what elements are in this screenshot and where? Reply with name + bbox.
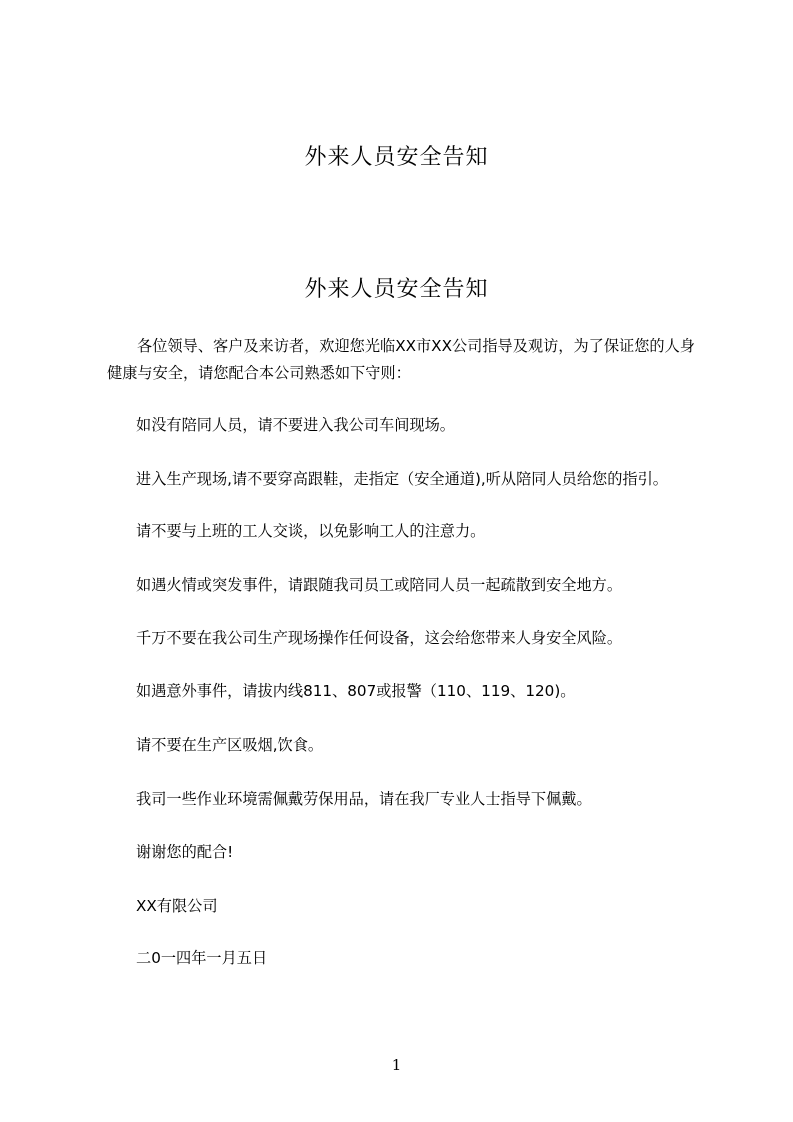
rule-item: 请不要与上班的工人交谈，以免影响工人的注意力。 (136, 522, 486, 540)
closing-text: 谢谢您的配合! (136, 843, 234, 861)
page-title: 外来人员安全告知 (304, 277, 489, 302)
cover-title: 外来人员安全告知 (304, 145, 489, 170)
company-name: XX有限公司 (136, 897, 218, 915)
rule-item: 如遇火情或突发事件，请跟随我司员工或陪同人员一起疏散到安全地方。 (136, 576, 622, 594)
rule-item: 请不要在生产区吸烟,饮食。 (136, 736, 324, 754)
document-date: 二0一四年一月五日 (136, 949, 268, 967)
rule-item: 如没有陪同人员，请不要进入我公司车间现场。 (136, 416, 455, 434)
rule-item: 千万不要在我公司生产现场操作任何设备，这会给您带来人身安全风险。 (136, 629, 622, 647)
rule-item: 如遇意外事件，请拔内线811、807或报警（110、119、120)。 (136, 682, 576, 700)
intro-paragraph: 各位领导、客户及来访者，欢迎您光临XX市XX公司指导及观访，为了保证您的人身健康与安全，请您配合本公司熟悉如下守则： (107, 337, 695, 382)
page-number: 1 (391, 1056, 402, 1074)
rule-item: 进入生产现场,请不要穿高跟鞋，走指定（安全通道),听从陪同人员给您的指引。 (136, 470, 668, 488)
rule-item: 我司一些作业环境需佩戴劳保用品，请在我厂专业人士指导下佩戴。 (136, 790, 592, 808)
